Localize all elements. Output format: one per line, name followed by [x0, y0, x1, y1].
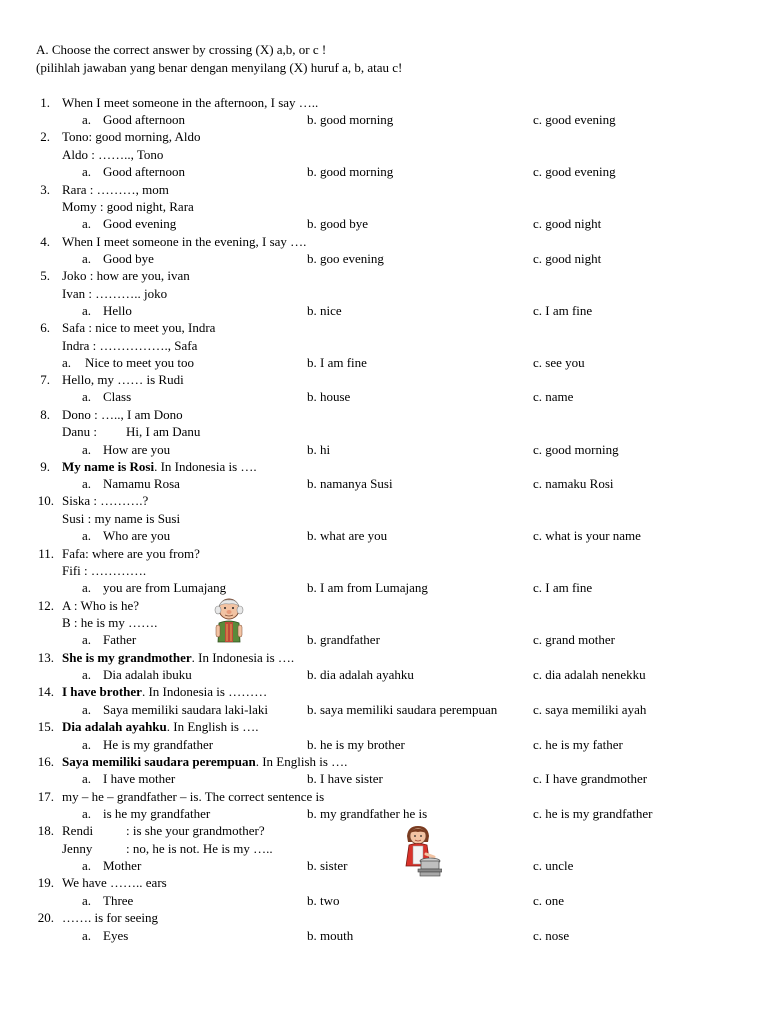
option-a[interactable]: a. is he my grandfather [82, 806, 211, 821]
instruction-line-2: (pilihlah jawaban yang benar dengan menyilang (X) huruf a, b, atau c! [36, 60, 403, 75]
question-text: : is she your grandmother? [126, 823, 265, 838]
dialog-line: Fifi : …………. [62, 563, 147, 578]
option-b[interactable]: b. good morning [307, 112, 394, 127]
option-c[interactable]: c. uncle [533, 858, 574, 873]
option-b[interactable]: b. namanya Susi [307, 476, 393, 491]
dialog-speaker: Danu : [62, 424, 98, 439]
option-a[interactable]: a. Mother [82, 858, 142, 873]
dialog-line: Susi : my name is Susi [62, 511, 181, 526]
option-a[interactable]: a. Three [82, 893, 134, 908]
option-c[interactable]: c. I have grandmother [533, 771, 648, 786]
question-text: Tono: good morning, Aldo [62, 129, 201, 144]
option-b[interactable]: b. what are you [307, 528, 388, 543]
question-text: my – he – grandfather – is. The correct sentence is [62, 789, 325, 804]
dialog-line: Indra : ……………., Safa [62, 338, 198, 353]
option-c[interactable]: c. grand mother [533, 632, 615, 647]
question-number: 17. [37, 789, 54, 804]
question-number: 2. [40, 129, 50, 144]
question-number: 13. [37, 650, 54, 665]
option-c[interactable]: c. good evening [533, 112, 616, 127]
question-text: ……. is for seeing [62, 910, 159, 925]
question-text: When I meet someone in the afternoon, I say ….. [62, 95, 319, 110]
question-text: A : Who is he? [62, 598, 140, 613]
question-number: 6. [40, 320, 50, 335]
girl-cooking-clipart-icon [398, 824, 442, 878]
option-b[interactable]: b. saya memiliki saudara perempuan [307, 702, 498, 717]
option-b[interactable]: b. dia adalah ayahku [307, 667, 414, 682]
option-c[interactable]: c. good evening [533, 164, 616, 179]
option-a[interactable]: a. Good bye [82, 251, 154, 266]
option-c[interactable]: c. good morning [533, 442, 619, 457]
question-text: We have …….. ears [62, 875, 167, 890]
option-c[interactable]: c. namaku Rosi [533, 476, 614, 491]
question-number: 12. [37, 598, 54, 613]
instruction-line-1: A. Choose the correct answer by crossing (X) a,b, or c ! [36, 42, 327, 57]
question-text: Dono : ….., I am Dono [62, 407, 183, 422]
option-c[interactable]: c. name [533, 389, 574, 404]
question-text: Saya memiliki saudara perempuan. In English is …. [62, 754, 348, 769]
dialog-speaker: Rendi [62, 823, 94, 838]
option-c[interactable]: c. dia adalah nenekku [533, 667, 646, 682]
option-a[interactable]: a. Hello [82, 303, 132, 318]
question-number: 19. [37, 875, 54, 890]
option-b[interactable]: b. my grandfather he is [307, 806, 428, 821]
dialog-line: Momy : good night, Rara [62, 199, 194, 214]
question-number: 16. [37, 754, 54, 769]
option-a[interactable]: a. you are from Lumajang [82, 580, 227, 595]
option-a[interactable]: a. Dia adalah ibuku [82, 667, 192, 682]
dialog-line: Ivan : ……….. joko [62, 286, 168, 301]
option-b[interactable]: b. I am fine [307, 355, 367, 370]
option-a[interactable]: a. Class [82, 389, 132, 404]
option-a[interactable]: a. How are you [82, 442, 171, 457]
option-c[interactable]: c. nose [533, 928, 570, 943]
dialog-line: Aldo : …….., Tono [62, 147, 164, 162]
dialog-line: : no, he is not. He is my ….. [126, 841, 273, 856]
question-number: 14. [37, 684, 54, 699]
option-b[interactable]: b. nice [307, 303, 342, 318]
option-b[interactable]: b. goo evening [307, 251, 384, 266]
option-b[interactable]: b. he is my brother [307, 737, 405, 752]
option-a[interactable]: a. Saya memiliki saudara laki-laki [82, 702, 268, 717]
option-c[interactable]: c. see you [533, 355, 585, 370]
option-a[interactable]: a. Who are you [82, 528, 171, 543]
option-a[interactable]: a. I have mother [82, 771, 176, 786]
option-a[interactable]: a. Good evening [82, 216, 177, 231]
dialog-line: B : he is my ……. [62, 615, 158, 630]
question-number: 8. [40, 407, 50, 422]
option-c[interactable]: c. good night [533, 251, 602, 266]
option-b[interactable]: b. I have sister [307, 771, 383, 786]
option-a[interactable]: a. Eyes [82, 928, 129, 943]
option-a[interactable]: a. He is my grandfather [82, 737, 214, 752]
option-a[interactable]: a. Good afternoon [82, 112, 185, 127]
question-text: Rara : ………, mom [62, 182, 169, 197]
option-b[interactable]: b. two [307, 893, 340, 908]
option-c[interactable]: c. he is my grandfather [533, 806, 653, 821]
question-number: 1. [40, 95, 50, 110]
option-b[interactable]: b. good bye [307, 216, 369, 231]
question-number: 5. [40, 268, 50, 283]
option-b[interactable]: b. hi [307, 442, 331, 457]
option-a[interactable]: a. Namamu Rosa [82, 476, 180, 491]
question-text: I have brother. In Indonesia is ……… [62, 684, 268, 699]
question-text: Safa : nice to meet you, Indra [62, 320, 216, 335]
question-text: My name is Rosi. In Indonesia is …. [62, 459, 257, 474]
question-number: 4. [40, 234, 50, 249]
question-text: Siska : ……….? [62, 493, 149, 508]
grandfather-clipart-icon [210, 598, 248, 644]
option-a[interactable]: a. Father [82, 632, 137, 647]
question-text: Fafa: where are you from? [62, 546, 200, 561]
question-number: 9. [40, 459, 50, 474]
question-number: 11. [38, 546, 54, 561]
option-c[interactable]: c. I am fine [533, 580, 593, 595]
question-text: Joko : how are you, ivan [62, 268, 190, 283]
dialog-line: Hi, I am Danu [126, 424, 201, 439]
option-c[interactable]: c. good night [533, 216, 602, 231]
option-a[interactable]: a. Nice to meet you too [62, 355, 195, 370]
option-b[interactable]: b. sister [307, 858, 348, 873]
option-c[interactable]: c. what is your name [533, 528, 641, 543]
question-number: 20. [37, 910, 54, 925]
option-b[interactable]: b. grandfather [307, 632, 380, 647]
option-b[interactable]: b. I am from Lumajang [307, 580, 428, 595]
question-text: When I meet someone in the evening, I say …. [62, 234, 307, 249]
question-number: 10. [37, 493, 54, 508]
question-text: Dia adalah ayahku. In English is …. [62, 719, 259, 734]
question-text: She is my grandmother. In Indonesia is …. [62, 650, 295, 665]
question-number: 7. [40, 372, 50, 387]
option-a[interactable]: a. Good afternoon [82, 164, 185, 179]
question-text: Hello, my …… is Rudi [62, 372, 184, 387]
question-number: 18. [37, 823, 54, 838]
option-c[interactable]: c. one [533, 893, 565, 908]
option-c[interactable]: c. I am fine [533, 303, 593, 318]
option-b[interactable]: b. good morning [307, 164, 394, 179]
option-c[interactable]: c. saya memiliki ayah [533, 702, 647, 717]
question-number: 15. [37, 719, 54, 734]
question-number: 3. [40, 182, 50, 197]
option-b[interactable]: b. house [307, 389, 351, 404]
dialog-speaker: Jenny [62, 841, 93, 856]
option-c[interactable]: c. he is my father [533, 737, 623, 752]
option-b[interactable]: b. mouth [307, 928, 354, 943]
